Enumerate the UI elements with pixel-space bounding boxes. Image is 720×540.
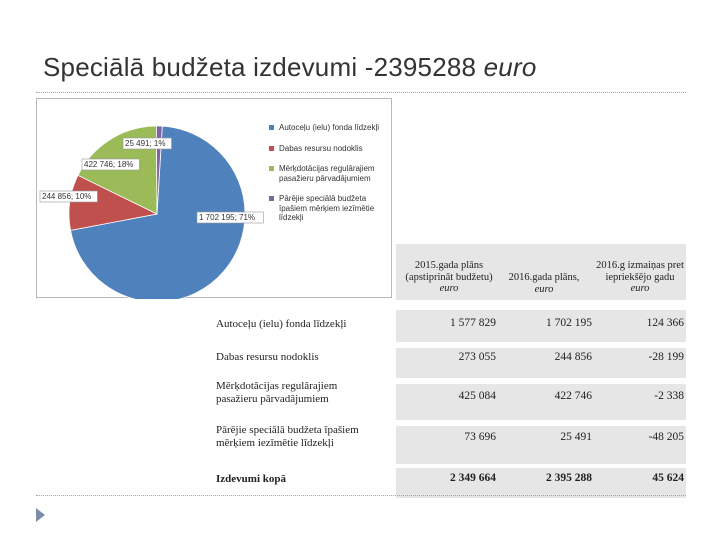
budget-table bbox=[216, 244, 686, 498]
legend-item-parejie bbox=[269, 194, 389, 223]
legend-swatch bbox=[269, 196, 274, 201]
legend-item-autoceli bbox=[269, 123, 389, 133]
row-background bbox=[396, 310, 686, 342]
row-background bbox=[396, 426, 686, 464]
cell-2015: 1 577 829 bbox=[450, 317, 496, 329]
legend-label: Autoceļu (ielu) fonda līdzekļi bbox=[279, 123, 380, 132]
header-plan-2016 bbox=[504, 272, 584, 295]
header-text: 2015.gada plāns (apstiprināt budžetu) bbox=[405, 260, 493, 283]
header-unit: euro bbox=[630, 283, 650, 294]
row-label: Autoceļu (ielu) fonda līdzekļi bbox=[216, 318, 347, 330]
legend-item-dabas bbox=[269, 144, 389, 154]
legend-label: Dabas resursu nodoklis bbox=[279, 143, 363, 153]
data-label: 244 856; 10% bbox=[42, 192, 92, 201]
cell-2015: 273 055 bbox=[458, 351, 496, 363]
header-text: 2016.gada plāns, bbox=[508, 272, 580, 283]
header-change bbox=[594, 260, 686, 295]
data-label: 25 491; 1% bbox=[125, 139, 166, 148]
cell-change: -48 205 bbox=[648, 431, 684, 443]
chart-legend bbox=[269, 123, 389, 234]
row-label: Mērķdotācijas regulārajiem pasažieru pārvadājumiem bbox=[216, 380, 338, 405]
bottom-divider bbox=[36, 495, 686, 496]
header-text: 2016.g izmaiņas pret iepriekšējo gadu bbox=[596, 260, 684, 283]
row-label: Pārējie speciālā budžeta īpašiem mērķiem iezīmētie līdzekļi bbox=[216, 424, 359, 449]
header-unit: euro bbox=[439, 283, 459, 294]
title-unit: euro bbox=[483, 52, 537, 82]
row-label-total: Izdevumi kopā bbox=[216, 473, 286, 485]
page-title bbox=[43, 52, 536, 83]
legend-label: Mērķdotācijas regulārajiem pasažieru pārvadājumiem bbox=[279, 164, 375, 183]
cell-2016-total: 2 395 288 bbox=[546, 472, 592, 484]
bullet-arrow-icon bbox=[36, 508, 45, 522]
data-label: 422 746; 18% bbox=[84, 160, 134, 169]
title-text: Speciālā budžeta izdevumi -2395288 bbox=[43, 52, 477, 82]
cell-2016: 422 746 bbox=[554, 390, 592, 402]
cell-change: -2 338 bbox=[654, 390, 684, 402]
row-label: Dabas resursu nodoklis bbox=[216, 351, 319, 363]
legend-item-merkdotacijas bbox=[269, 164, 389, 183]
row-background bbox=[396, 468, 686, 498]
data-label: 1 702 195; 71% bbox=[199, 213, 256, 222]
cell-2015-total: 2 349 664 bbox=[450, 472, 496, 484]
top-divider bbox=[36, 92, 686, 93]
cell-2016: 244 856 bbox=[554, 351, 592, 363]
cell-2015: 73 696 bbox=[464, 431, 496, 443]
header-plan-2015 bbox=[394, 260, 504, 295]
legend-swatch bbox=[269, 166, 274, 171]
cell-2015: 425 084 bbox=[458, 390, 496, 402]
header-unit: euro bbox=[534, 283, 554, 295]
cell-2016: 25 491 bbox=[560, 431, 592, 443]
cell-change: -28 199 bbox=[648, 351, 684, 363]
row-background bbox=[396, 348, 686, 378]
cell-change-total: 45 624 bbox=[652, 472, 684, 484]
legend-swatch bbox=[269, 146, 274, 151]
row-background bbox=[396, 384, 686, 420]
legend-label: Pārējie speciālā budžeta īpašiem mērķiem iezīmētie līdzekļi bbox=[279, 194, 375, 222]
cell-2016: 1 702 195 bbox=[546, 317, 592, 329]
legend-swatch bbox=[269, 125, 274, 130]
cell-change: 124 366 bbox=[646, 317, 684, 329]
